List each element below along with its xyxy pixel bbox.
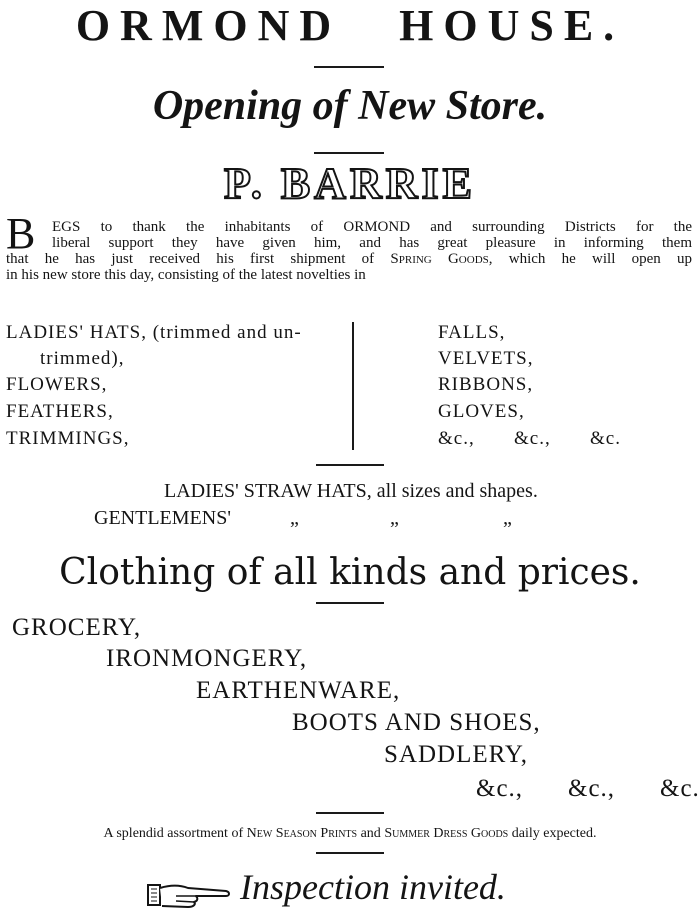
goods-item: GLOVES,	[438, 401, 525, 422]
inspection-invited: Inspection invited.	[240, 867, 506, 907]
goods-item: RIBBONS,	[438, 374, 534, 395]
pointing-hand-icon	[146, 879, 230, 909]
notice-text: A splendid assortment of	[103, 826, 247, 841]
goods-item: FALLS,	[438, 322, 506, 343]
new-goods-notice	[0, 826, 700, 842]
gentlemens-line: GENTLEMENS'	[94, 507, 231, 529]
ditto-mark: „	[503, 507, 512, 529]
category-item: EARTHENWARE,	[196, 677, 401, 704]
etc-mark: &c.	[660, 775, 700, 802]
intro-text: that he has just received his first shipment of	[6, 251, 391, 267]
goods-item: LADIES' HATS, (trimmed and un-	[6, 322, 302, 343]
intro-paragraph	[6, 219, 692, 283]
merchant-name: P. BARRIE	[224, 159, 476, 208]
category-item: BOOTS AND SHOES,	[292, 709, 541, 736]
etc-mark: &c.,	[476, 775, 524, 802]
notice-new-season-prints: New Season Prints	[246, 826, 358, 841]
column-divider	[352, 322, 354, 450]
divider	[314, 66, 384, 68]
intro-line: EGS to thank the inhabitants of ORMOND and surrounding Districts for the	[52, 219, 692, 235]
divider	[316, 852, 384, 854]
ditto-mark: „	[390, 507, 399, 529]
intro-line	[6, 251, 692, 267]
goods-item: VELVETS,	[438, 348, 534, 369]
title-word-house: HOUSE.	[399, 1, 625, 50]
notice-text: daily expected.	[508, 826, 597, 841]
etc-mark: &c.,	[568, 775, 616, 802]
category-item: GROCERY,	[12, 614, 142, 641]
goods-item: TRIMMINGS,	[6, 428, 130, 449]
etc-mark: &c.	[590, 428, 621, 449]
divider	[314, 152, 384, 154]
goods-item: FEATHERS,	[6, 401, 114, 422]
notice-summer-dress-goods: Summer Dress Goods	[384, 826, 509, 841]
category-item: SADDLERY,	[384, 741, 528, 768]
ditto-mark: „	[290, 507, 299, 529]
intro-line: liberal support they have given him, and has great pleasure in informing them	[52, 235, 692, 251]
goods-item: trimmed),	[40, 348, 125, 369]
drop-cap: B	[6, 209, 36, 258]
store-title	[0, 0, 700, 51]
intro-spring-goods: Spring Goods	[390, 251, 489, 267]
goods-item: FLOWERS,	[6, 374, 108, 395]
divider	[316, 812, 384, 814]
etc-mark: &c.,	[514, 428, 551, 449]
divider	[316, 602, 384, 604]
clothing-heading: Clothing of all kinds and prices.	[59, 552, 641, 593]
notice-text: and	[357, 826, 385, 841]
category-item: IRONMONGERY,	[106, 645, 308, 672]
divider	[316, 464, 384, 466]
straw-hats-line: LADIES' STRAW HATS, all sizes and shapes.	[164, 480, 538, 502]
subtitle-opening: Opening of New Store.	[152, 83, 548, 129]
etc-mark: &c.,	[438, 428, 475, 449]
intro-line: in his new store this day, consisting of the latest novelties in	[6, 267, 366, 283]
title-word-ormond: ORMOND	[75, 1, 342, 50]
intro-text: , which he will open up	[488, 251, 692, 267]
